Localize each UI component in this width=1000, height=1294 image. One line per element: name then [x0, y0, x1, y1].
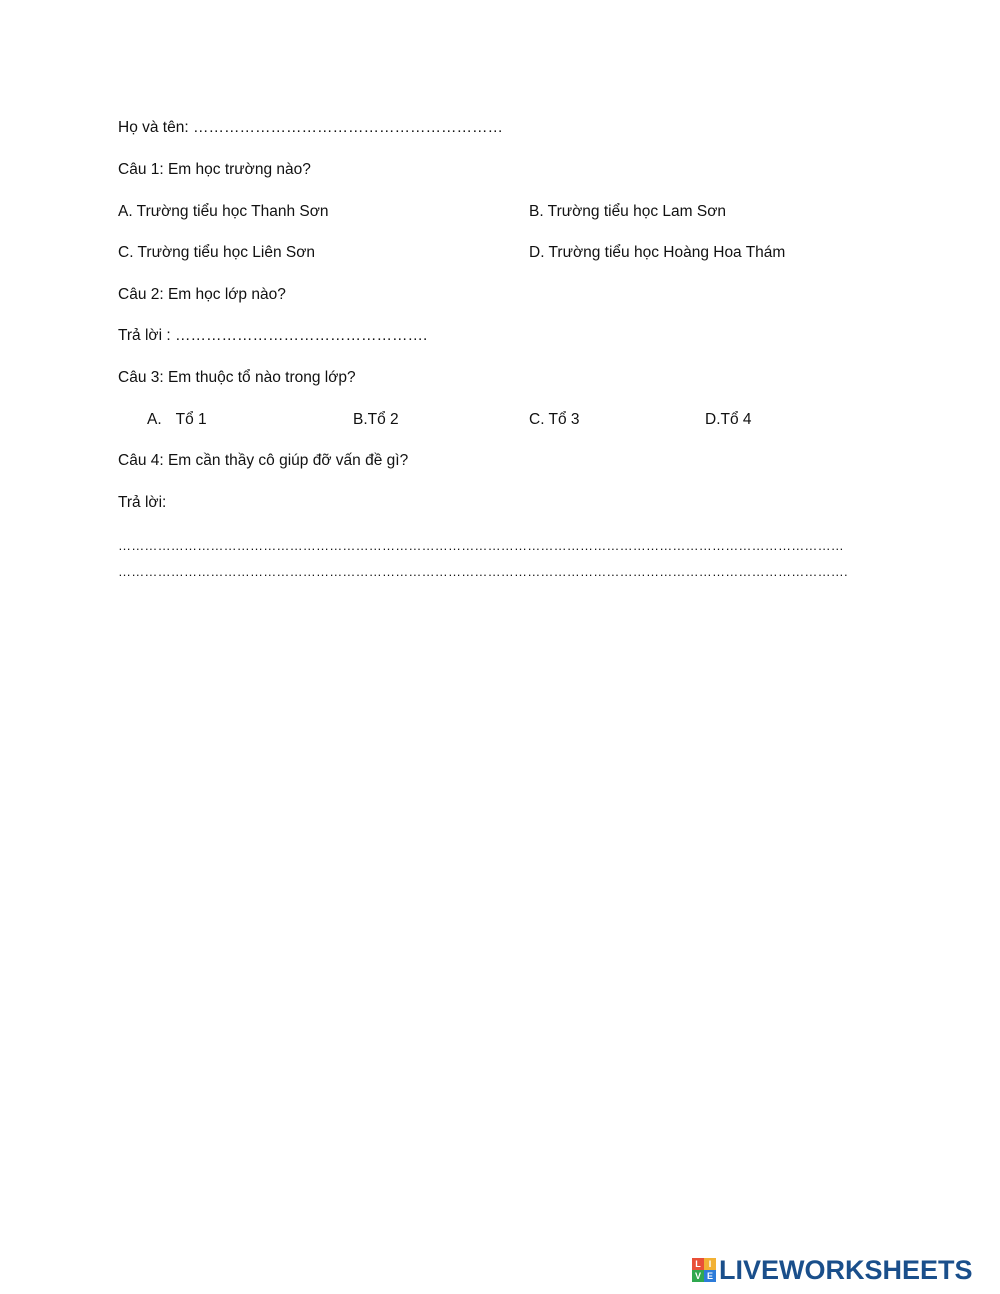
question-4: Câu 4: Em cần thầy cô giúp đỡ vấn đề gì?: [118, 452, 409, 469]
q4-answer-line-1[interactable]: …………………………………………………………………………………………………………………………………………………: [118, 538, 844, 553]
q2-answer-line[interactable]: Trả lời : ………………………………………….: [118, 327, 428, 344]
q1-option-b[interactable]: B. Trường tiểu học Lam Sơn: [529, 203, 726, 220]
question-3: Câu 3: Em thuộc tổ nào trong lớp?: [118, 369, 356, 386]
logo-block-v: V: [692, 1270, 704, 1282]
q4-answer-label: Trả lời:: [118, 494, 167, 511]
q3-option-a-text: Tổ 1: [175, 411, 207, 428]
q1-option-c[interactable]: C. Trường tiểu học Liên Sơn: [118, 244, 315, 261]
logo-block-i: I: [704, 1258, 716, 1270]
q4-answer-line-2[interactable]: ………………………………………………………………………………………………………………………………………………….: [118, 564, 848, 579]
name-line: Họ và tên: ……………………………………………………: [118, 119, 503, 136]
q3-option-d[interactable]: D.Tổ 4: [705, 411, 752, 428]
live-blocks-icon: [692, 1258, 716, 1282]
logo-block-l: L: [692, 1258, 704, 1270]
question-1: Câu 1: Em học trường nào?: [118, 161, 311, 178]
question-2: Câu 2: Em học lớp nào?: [118, 286, 286, 303]
logo-block-e: E: [704, 1270, 716, 1282]
q3-option-a[interactable]: [147, 410, 207, 430]
brand-wordmark: LIVEWORKSHEETS: [719, 1254, 973, 1285]
q3-option-b[interactable]: B.Tổ 2: [353, 411, 399, 428]
q3-option-a-letter: A.: [147, 411, 162, 428]
q3-option-c[interactable]: C. Tổ 3: [529, 411, 580, 428]
liveworksheets-logo: [692, 1254, 973, 1286]
q1-option-d[interactable]: D. Trường tiểu học Hoàng Hoa Thám: [529, 244, 786, 261]
q1-option-a[interactable]: A. Trường tiểu học Thanh Sơn: [118, 203, 329, 220]
